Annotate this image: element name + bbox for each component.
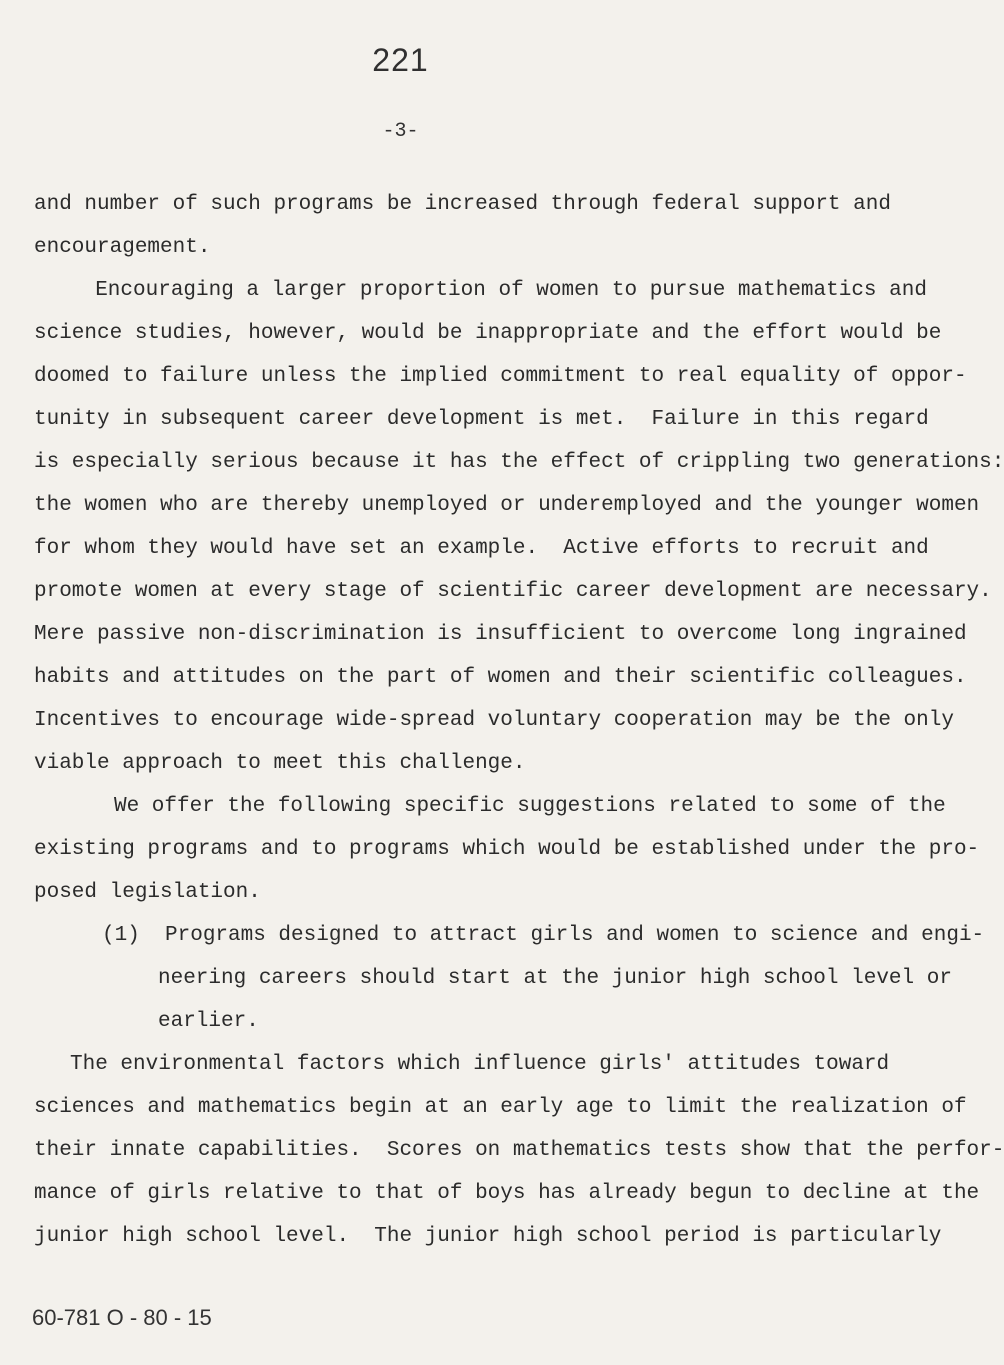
print-code: 60-781 O - 80 - 15 [32, 1305, 212, 1330]
body-line: neering careers should start at the junior high school level or [158, 967, 952, 990]
body-line: is especially serious because it has the effect of crippling two generations: [34, 451, 1004, 474]
body-line: habits and attitudes on the part of women and their scientific colleagues. [34, 666, 967, 689]
body-line: We offer the following specific suggestions related to some of the [114, 795, 946, 818]
body-line: doomed to failure unless the implied commitment to real equality of oppor- [34, 365, 967, 388]
page-number: 221 [372, 42, 429, 78]
body-line: their innate capabilities. Scores on mathematics tests show that the perfor- [34, 1139, 1004, 1162]
body-line: junior high school level. The junior high school period is particularly [34, 1225, 942, 1248]
body-line: The environmental factors which influence girls' attitudes toward [70, 1053, 890, 1076]
body-line: Mere passive non-discrimination is insufficient to overcome long ingrained [34, 623, 967, 646]
body-line: existing programs and to programs which would be established under the pro- [34, 838, 980, 861]
sheet-number: -3- [382, 120, 419, 143]
body-line: for whom they would have set an example. Active efforts to recruit and [34, 537, 929, 560]
body-line: Encouraging a larger proportion of women to pursue mathematics and [70, 279, 927, 302]
body-line: promote women at every stage of scientific career development are necessary. [34, 580, 992, 603]
body-line: (1) Programs designed to attract girls and women to science and engi- [102, 924, 985, 947]
body-line: encouragement. [34, 236, 211, 259]
body-line: Incentives to encourage wide-spread voluntary cooperation may be the only [34, 709, 954, 732]
body-line: earlier. [158, 1010, 259, 1033]
body-line: tunity in subsequent career development is met. Failure in this regard [34, 408, 929, 431]
body-line: science studies, however, would be inappropriate and the effort would be [34, 322, 942, 345]
body-line: viable approach to meet this challenge. [34, 752, 526, 775]
body-line: the women who are thereby unemployed or underemployed and the younger women [34, 494, 980, 517]
body-line: sciences and mathematics begin at an early age to limit the realization of [34, 1096, 967, 1119]
body-line: and number of such programs be increased through federal support and [34, 193, 891, 216]
body-line: posed legislation. [34, 881, 261, 904]
body-line: mance of girls relative to that of boys has already begun to decline at the [34, 1182, 980, 1205]
